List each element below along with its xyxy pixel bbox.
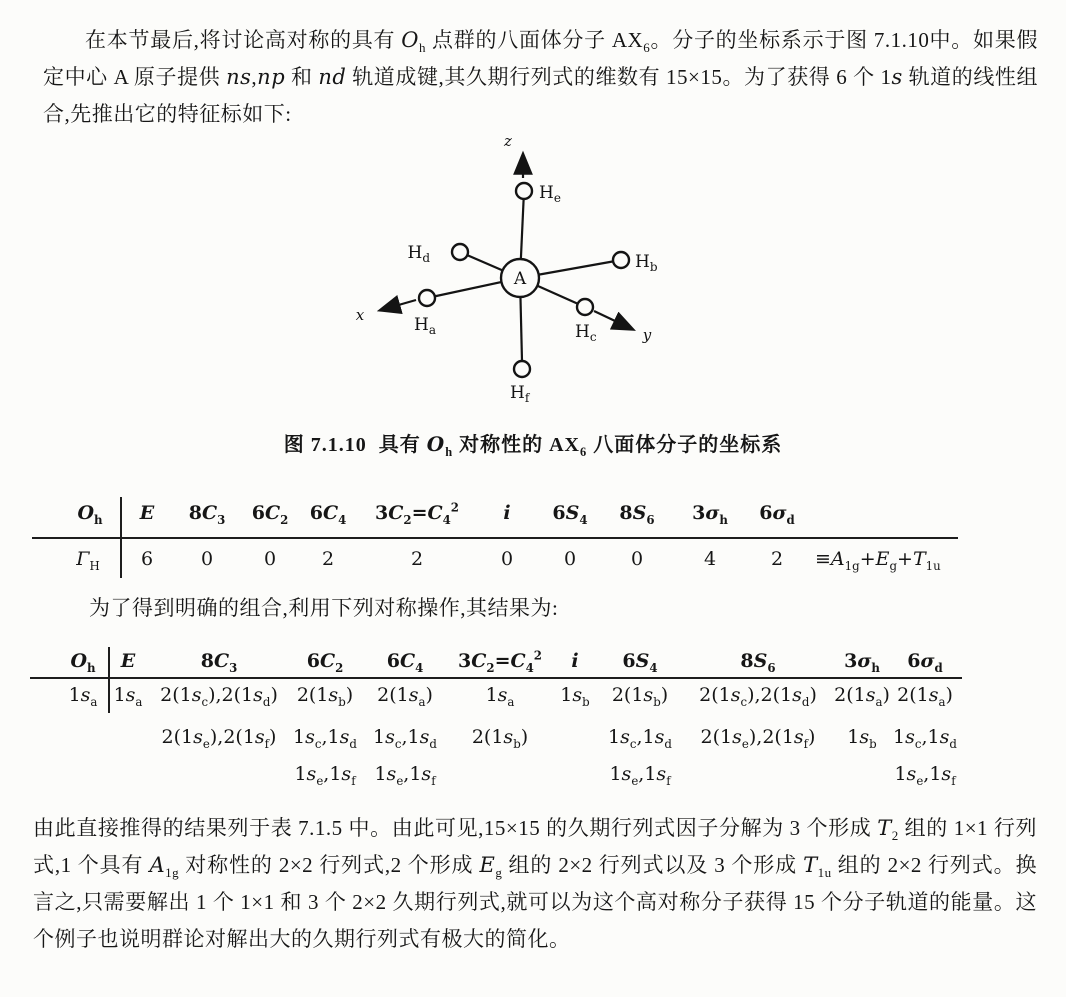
paragraph-middle: 为了得到明确的组合,利用下列对称操作,其结果为: xyxy=(89,596,559,620)
table2-row-label: $1s_a$ xyxy=(68,684,98,709)
table1-header: $6C_4$ xyxy=(309,502,347,527)
table1-value: 4 xyxy=(703,548,717,570)
table1-header: $6S_4$ xyxy=(552,502,588,527)
table2-rule xyxy=(30,677,962,679)
table2-cell: $2(1s_a)$ xyxy=(897,684,953,709)
table1-header: $6C_2$ xyxy=(251,502,289,527)
table1-value: 6 xyxy=(140,548,154,570)
table1-value: 0 xyxy=(200,548,214,570)
table2-cell: $2(1s_a)$ xyxy=(377,684,433,709)
central-atom-label: A xyxy=(513,269,527,289)
label-Ha: $H_a$ xyxy=(414,315,436,337)
table1-header: $8S_6$ xyxy=(619,502,655,527)
label-He: $H_e$ xyxy=(539,183,561,205)
table1-value: 2 xyxy=(770,548,784,570)
table2-cell: $1s_b$ xyxy=(847,726,877,751)
table1-header: i xyxy=(503,502,511,524)
table2-header: $3C_2=C_4^2$ xyxy=(458,648,542,675)
label-Hd: $H_d$ xyxy=(407,243,430,265)
table1-header: $6\sigma_d$ xyxy=(759,502,795,527)
table1-header: $3C_2=C_4^2$ xyxy=(375,500,459,527)
table2-cell: $2(1s_a)$ xyxy=(834,684,890,709)
table2-cell: $2(1s_c),2(1s_d)$ xyxy=(699,684,817,709)
table2-cell: $1s_a$ xyxy=(485,684,515,709)
y-axis-label: y xyxy=(642,326,652,344)
table2-cell: $2(1s_e),2(1s_f)$ xyxy=(700,726,816,751)
table2-cell: $1s_b$ xyxy=(560,684,590,709)
table2-cell: $2(1s_c),2(1s_d)$ xyxy=(160,684,278,709)
table2-cell: $2(1s_e),2(1s_f)$ xyxy=(161,726,277,751)
table2-header: i xyxy=(571,650,579,672)
table1-vertical-rule xyxy=(120,497,122,578)
table2-header: $3\sigma_h$ xyxy=(844,650,880,675)
table1-row-label: $\Gamma_H$ xyxy=(76,548,100,573)
table2-cell: $1s_c,1s_d$ xyxy=(608,726,672,751)
table2-header: $6C_4$ xyxy=(386,650,424,675)
table2-cell: $2(1s_b)$ xyxy=(611,684,669,709)
table2-corner: $O_h$ xyxy=(70,650,96,675)
table2-cell: $2(1s_b)$ xyxy=(471,726,529,751)
octahedral-molecule-figure xyxy=(338,128,678,408)
table2-header: $6\sigma_d$ xyxy=(907,650,943,675)
atom-He xyxy=(516,183,532,199)
table2-cell: $1s_e,1s_f$ xyxy=(894,763,956,788)
table1-rule xyxy=(32,537,958,539)
paragraph-conclusion: 由此直接推得的结果列于表 7.1.5 中。由此可见,15×15 的久期行列式因子分解为 3 个形成 $T_2$ 组的 1×1 行列式,1 个具有 $A_{1g}$ 对称性的 2×2 行列式,2 个形成 $E_g$ 组的 2×2 行列式以及 3 个形成 $T_{1u}$ 组的 2×2 行列式。换言之,只需要解出 1 个 1×1 和 3 个 2×2 久期行列式,就可以为这个高对称分子获得 15 个分子轨道的能量。这个例子也说明群论对解出大的久期行列式有极大的简化。 xyxy=(33,816,1038,951)
table2-cell: $1s_e,1s_f$ xyxy=(609,763,671,788)
table1-value: 0 xyxy=(500,548,514,570)
z-axis-label: z xyxy=(504,132,512,150)
table1-header: $3\sigma_h$ xyxy=(692,502,728,527)
table1-value: 2 xyxy=(321,548,335,570)
x-axis-arrow xyxy=(381,300,416,310)
table2-cell: $2(1s_b)$ xyxy=(296,684,354,709)
atom-Hb xyxy=(613,252,629,268)
atom-Hd xyxy=(452,244,468,260)
table2-cell: $1s_c,1s_d$ xyxy=(293,726,357,751)
table1-header: $8C_3$ xyxy=(188,502,226,527)
atom-Hc xyxy=(577,299,593,315)
paragraph-intro: 在本节最后,将讨论高对称的具有 $O_h$ 点群的八面体分子 $AX_6$。分子的坐标系示于图 7.1.10中。如果假定中心 A 原子提供 ns,np 和 nd 轨道成键,其久期行列式的维数有 15×15。为了获得 6 个 1s 轨道的线性组合,先推出它的特征标如下: xyxy=(43,28,1039,126)
atom-Hf xyxy=(514,361,530,377)
table2-header: $8S_6$ xyxy=(740,650,776,675)
table1-value: 2 xyxy=(410,548,424,570)
table2-header: $6S_4$ xyxy=(622,650,658,675)
table2-cell: $1s_e,1s_f$ xyxy=(374,763,436,788)
label-Hf: $H_f$ xyxy=(510,383,530,405)
table2-cell: $1s_e,1s_f$ xyxy=(294,763,356,788)
table1-value: 0 xyxy=(263,548,277,570)
table1-value: 0 xyxy=(563,548,577,570)
atom-Ha xyxy=(419,290,435,306)
table2-header: $8C_3$ xyxy=(200,650,238,675)
x-axis-label: x xyxy=(355,306,365,324)
table2-cell: $1s_a$ xyxy=(113,684,143,709)
figure-caption: 图 7.1.10 具有 $O_h$ 对称性的 $AX_6$ 八面体分子的坐标系 xyxy=(283,432,783,459)
label-Hb: $H_b$ xyxy=(635,252,658,274)
table1-value: 0 xyxy=(630,548,644,570)
table2-header: E xyxy=(120,650,136,672)
table2-vertical-rule xyxy=(108,647,110,713)
table2-cell: $1s_c,1s_d$ xyxy=(373,726,437,751)
table1-corner: $O_h$ xyxy=(77,502,103,527)
table2-header: $6C_2$ xyxy=(306,650,344,675)
table2-cell: $1s_c,1s_d$ xyxy=(893,726,957,751)
y-axis-arrow xyxy=(594,311,632,329)
table1-header: E xyxy=(139,502,155,524)
table1-reduction-result: $\equiv A_{1g}+E_g+T_{1u}$ xyxy=(815,548,941,573)
label-Hc: $H_c$ xyxy=(575,322,597,344)
